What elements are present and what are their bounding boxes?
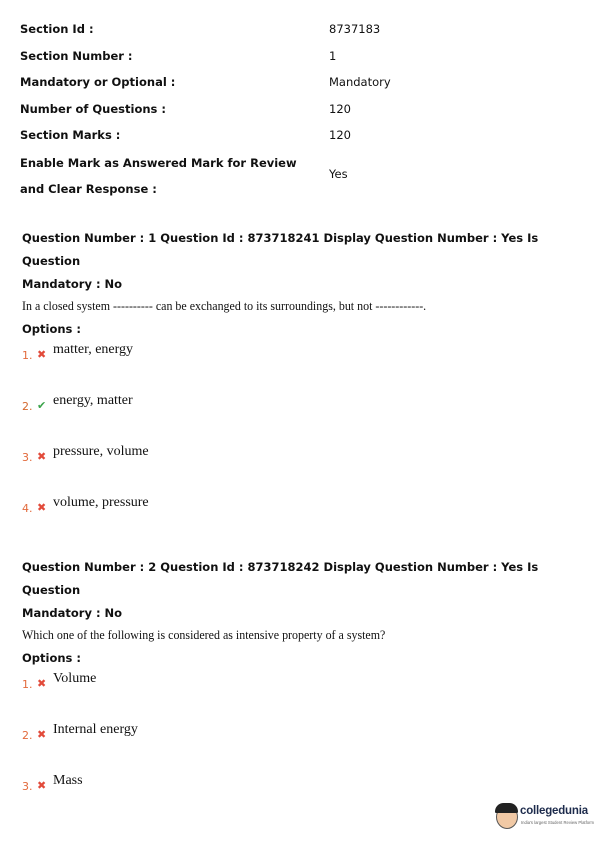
question-header-line2: Mandatory : No: [22, 606, 123, 620]
mandatory-label: Mandatory or Optional :: [20, 75, 176, 89]
checkmark-icon: ✔: [37, 399, 47, 412]
section-info-table: [20, 17, 440, 202]
mark-review-value: Yes: [329, 166, 348, 181]
logo-tagline: India's largest Student Review Platform: [521, 820, 594, 825]
option-text: matter, energy: [53, 342, 134, 357]
mascot-hair-icon: [495, 803, 518, 813]
cross-icon: ✖: [37, 348, 47, 361]
cross-icon: ✖: [37, 501, 47, 514]
options-label: Options :: [22, 322, 81, 336]
question-header-line1: Question Number : 2 Question Id : 873718242 Display Question Number : Yes Is Question: [22, 560, 539, 597]
section-id-value: 8737183: [329, 22, 381, 36]
option-number: 3.: [22, 780, 33, 793]
cross-icon: ✖: [37, 677, 47, 690]
question-1: [22, 227, 582, 544]
option-number: 1.: [22, 349, 33, 362]
num-questions-row: [20, 97, 440, 124]
section-number-row: [20, 44, 440, 71]
mark-review-row: [20, 150, 440, 202]
cross-icon: ✖: [37, 450, 47, 463]
question-text: In a closed system ---------- can be exchanged to its surroundings, but not ------------.: [22, 298, 427, 313]
cross-icon: ✖: [37, 779, 47, 792]
option-number: 2.: [22, 729, 33, 742]
option-item[interactable]: [22, 669, 582, 720]
section-number-label: Section Number :: [20, 48, 133, 63]
mandatory-row: [20, 70, 440, 97]
option-text: volume, pressure: [53, 495, 149, 510]
options-label: Options :: [22, 651, 81, 665]
num-questions-label: Number of Questions :: [20, 101, 166, 116]
section-marks-row: [20, 123, 440, 150]
mandatory-value: Mandatory: [329, 75, 391, 89]
section-number-value: 1: [329, 48, 337, 63]
option-number: 2.: [22, 400, 33, 413]
question-header-line1: Question Number : 1 Question Id : 873718241 Display Question Number : Yes Is Question: [22, 231, 539, 268]
option-text: pressure, volume: [53, 444, 149, 459]
option-number: 3.: [22, 451, 33, 464]
option-number: 1.: [22, 678, 33, 691]
option-item[interactable]: [22, 720, 582, 771]
logo-name: collegedunia: [520, 805, 588, 817]
option-item[interactable]: [22, 442, 582, 493]
option-item[interactable]: [22, 493, 582, 544]
option-item[interactable]: [22, 391, 582, 442]
num-questions-value: 120: [329, 101, 351, 116]
option-text: Volume: [53, 671, 97, 686]
mark-review-label: Enable Mark as Answered Mark for Review and Clear Response :: [20, 155, 297, 196]
option-text: energy, matter: [53, 393, 133, 408]
section-id-row: [20, 17, 440, 44]
section-marks-label: Section Marks :: [20, 128, 121, 142]
question-header-line2: Mandatory : No: [22, 277, 123, 291]
option-text: Internal energy: [53, 722, 138, 737]
cross-icon: ✖: [37, 728, 47, 741]
section-id-label: Section Id :: [20, 22, 94, 36]
option-text: Mass: [53, 773, 83, 788]
collegedunia-logo: [496, 801, 592, 833]
question-text: Which one of the following is considered as intensive property of a system?: [22, 627, 386, 642]
question-2: [22, 556, 582, 822]
option-item[interactable]: [22, 340, 582, 391]
section-marks-value: 120: [329, 128, 351, 142]
option-number: 4.: [22, 502, 33, 515]
